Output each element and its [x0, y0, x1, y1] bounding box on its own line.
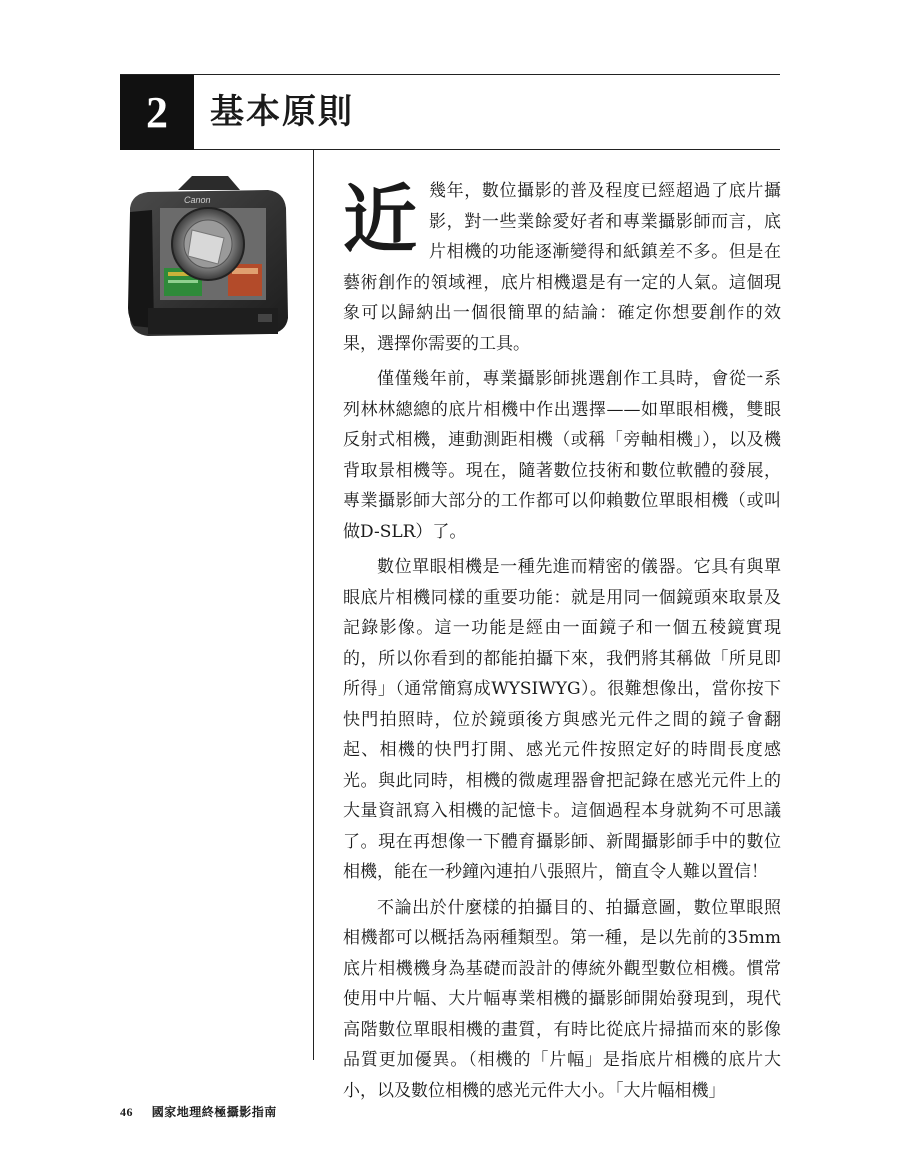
chapter-title: 基本原則	[210, 92, 354, 132]
paragraph-1	[343, 176, 781, 359]
body-text	[343, 176, 781, 1111]
paragraph-3: 數位單眼相機是一種先進而精密的儀器。它具有與單眼底片相機同樣的重要功能：就是用同一個鏡頭來取景及記錄影像。這一功能是經由一面鏡子和一個五稜鏡實現的，所以你看到的都能拍攝下來，我們將其稱做「所見即所得」（通常簡寫成WYSIWYG）。很難想像出，當你按下快門拍照時，位於鏡頭後方與感光元件之間的鏡子會翻起、相機的快門打開、感光元件按照定好的時間長度感光。與此同時，相機的微處理器會把記錄在感光元件上的大量資訊寫入相機的記憶卡。這個過程本身就夠不可思議了。現在再想像一下體育攝影師、新聞攝影師手中的數位相機，能在一秒鐘內連拍八張照片，簡直令人難以置信！	[343, 557, 781, 882]
paragraph-1-text: 幾年，數位攝影的普及程度已經超過了底片攝影，對一些業餘愛好者和專業攝影師而言，底片相機的功能逐漸變得和紙鎮差不多。但是在藝術創作的領域裡，底片相機還是有一定的人氣。這個現象可以歸納出一個很簡單的結論：確定你想要創作的效果，選擇你需要的工具。	[343, 181, 781, 354]
header-rule	[120, 74, 780, 75]
drop-cap: 近	[343, 177, 417, 263]
title-underline	[194, 149, 780, 150]
column-divider	[313, 150, 314, 1060]
camera-brand-label: Canon	[184, 195, 211, 205]
paragraph-4: 不論出於什麼樣的拍攝目的、拍攝意圖，數位單眼照相機都可以概括為兩種類型。第一種，是以先前的35mm底片相機機身為基礎而設計的傳統外觀型數位相機。慣常使用中片幅、大片幅專業相機的攝影師開始發現到，現代高階數位單眼相機的畫質，有時比從底片掃描而來的影像品質更加優異。（相機的「片幅」是指底片相機的底片大小，以及數位相機的感光元件大小。「大片幅相機」	[343, 897, 781, 1101]
book-title: 國家地理終極攝影指南	[151, 1105, 277, 1119]
camera-cutaway-image	[108, 168, 300, 350]
chapter-number: 2	[120, 75, 194, 150]
page-number: 46	[120, 1105, 133, 1119]
page-footer	[120, 1103, 277, 1120]
paragraph-2: 僅僅幾年前，專業攝影師挑選創作工具時，會從一系列林林總總的底片相機中作出選擇——如單眼相機，雙眼反射式相機，連動測距相機（或稱「旁軸相機」），以及機背取景相機等。現在，隨著數位技術和數位軟體的發展，專業攝影師大部分的工作都可以仰賴數位單眼相機（或叫做D-SLR）了。	[343, 369, 781, 542]
